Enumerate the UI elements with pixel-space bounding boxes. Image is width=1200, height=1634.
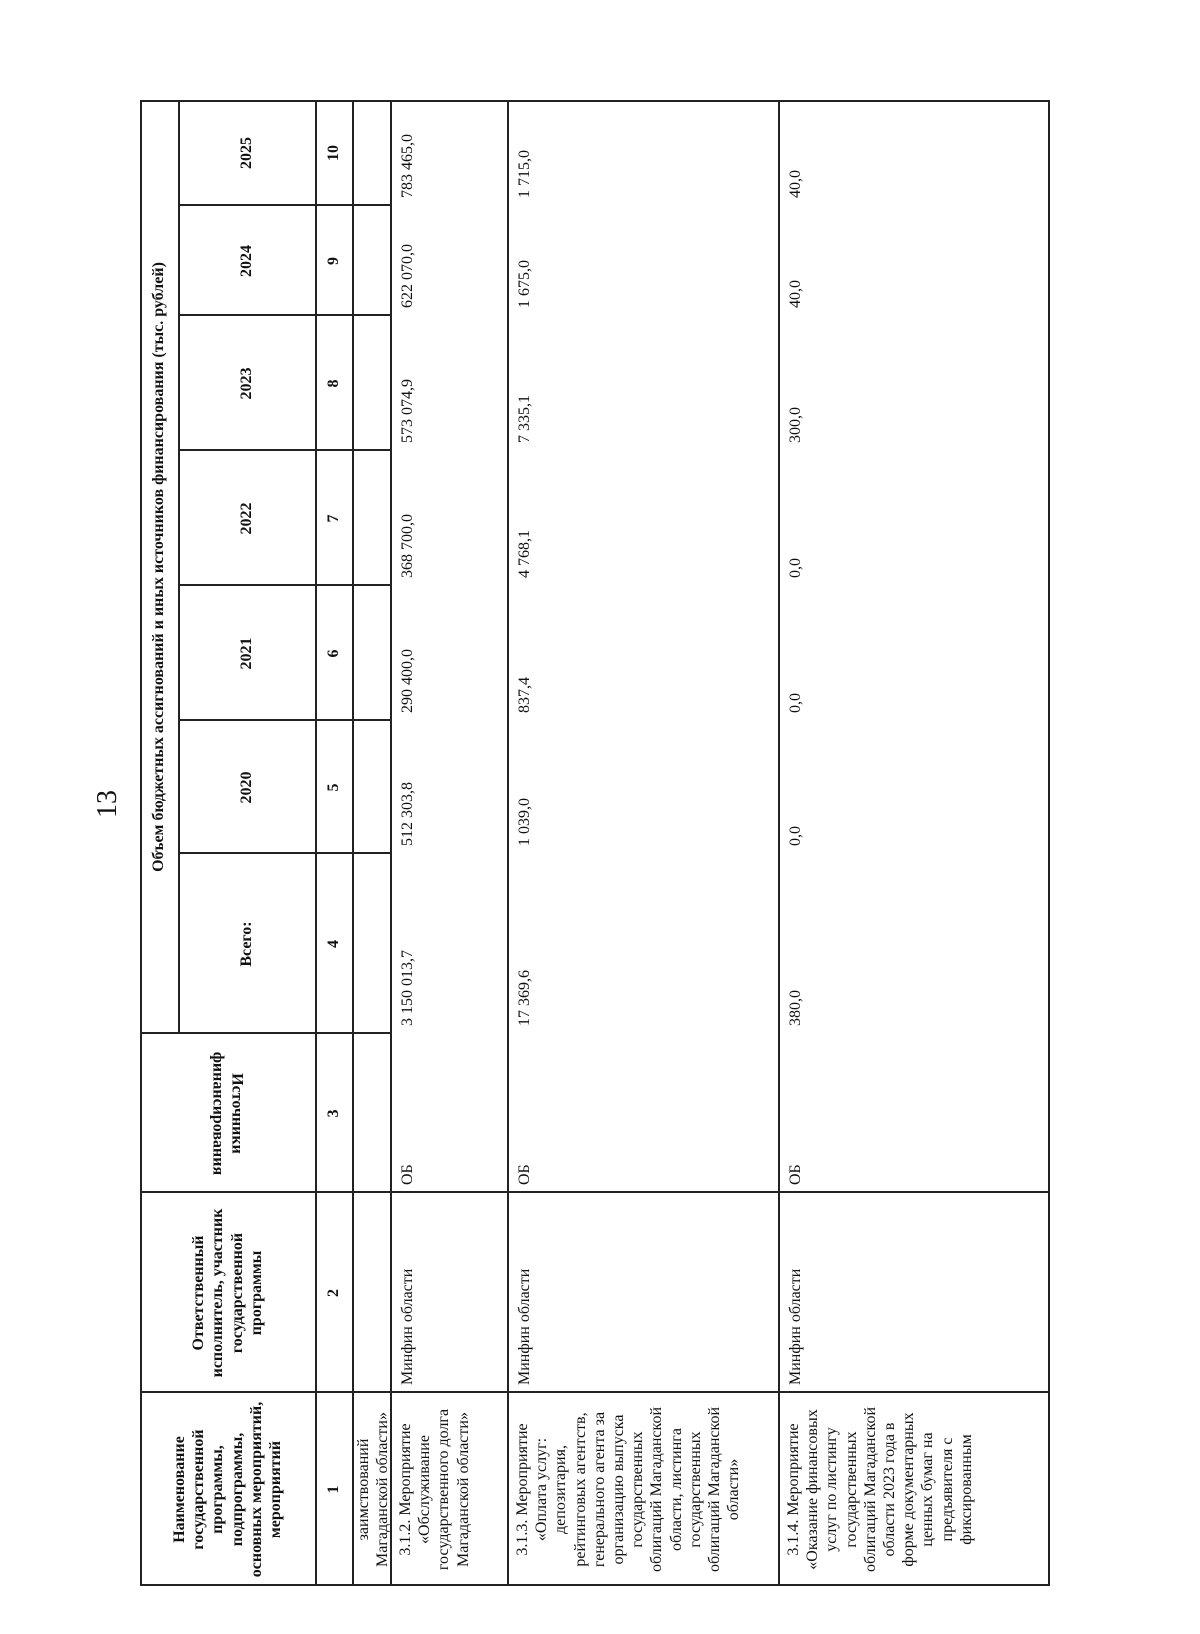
col-number-10: 10: [324, 145, 342, 161]
header-year-2024: 2024: [237, 245, 255, 277]
row-2-2020: 1 039,0: [516, 798, 533, 846]
row-3-2022: 0,0: [787, 558, 804, 578]
col-number-6: 6: [324, 649, 342, 658]
row-2-executor: Минфин области: [516, 1268, 533, 1385]
financing-table: [140, 100, 1050, 1586]
header-source-column: [140, 1034, 315, 1193]
col-number-1: 1: [324, 1485, 342, 1494]
col-number-4: 4: [324, 940, 342, 948]
row-1-2020: 512 303,8: [399, 782, 416, 846]
row-3-2023: 300,0: [787, 407, 804, 443]
col-number-2: 2: [324, 1289, 342, 1297]
header-year-2022: 2022: [237, 502, 255, 535]
row-0-name: заимствований Магаданской области»: [355, 1412, 392, 1567]
row-1-source: ОБ: [399, 1164, 416, 1185]
header-name-column: Наименование государственной программы, подпрограммы, основных мероприятий, мероприятий: [170, 1401, 284, 1578]
row-2-2022: 4 768,1: [516, 530, 533, 578]
row-1-total: 3 150 013,7: [399, 950, 416, 1026]
row-1-executor: Минфин области: [399, 1268, 416, 1385]
row-1-2023: 573 074,9: [399, 379, 416, 443]
row-2-2025: 1 715,0: [516, 150, 533, 198]
header-executor-column: Ответственный исполнитель, участник государственной программы: [190, 1208, 265, 1378]
header-year-2020: 2020: [237, 771, 255, 804]
row-2-2021: 837,4: [516, 677, 533, 713]
row-2-source: ОБ: [516, 1164, 533, 1185]
row-1-2024: 622 070,0: [399, 244, 416, 308]
row-2-2023: 7 335,1: [516, 395, 533, 443]
row-3-total: 380,0: [787, 990, 804, 1026]
row-3-2021: 0,0: [787, 693, 804, 713]
row-1-name: 3.1.2. Мероприятие «Обслуживание государственного долга Магаданской области»: [397, 1408, 472, 1571]
row-1-2022: 368 700,0: [399, 514, 416, 578]
row-1-2025: 783 465,0: [399, 134, 416, 198]
header-year-2023: 2023: [237, 367, 255, 400]
header-year-2025: 2025: [237, 137, 255, 169]
row-3-2020: 0,0: [787, 826, 804, 846]
header-year-total: Всего:: [237, 921, 255, 967]
row-2-name: 3.1.3. Мероприятие «Оплата услуг: депозитария, рейтинговых агентств, генерального агента за организацию выпуска государственных облигаций Магаданской области, листинга государственных облигаций Магаданской области»: [514, 1406, 743, 1573]
col-number-7: 7: [324, 514, 342, 523]
row-3-name: 3.1.4. Мероприятие «Оказание финансовых услуг по листингу государственных облигаций Магаданской области 2023 года в форме документарных ценных бумаг на предъявителя с фиксированным: [785, 1406, 975, 1573]
row-3-2025: 40,0: [787, 170, 804, 198]
col-number-5: 5: [324, 783, 342, 792]
row-2-total: 17 369,6: [516, 970, 533, 1026]
row-3-source: ОБ: [787, 1164, 804, 1185]
row-1-2021: 290 400,0: [399, 649, 416, 713]
header-financing-span: Объем бюджетных ассигнований и иных источников финансирования (тыс. рублей): [150, 262, 168, 872]
row-3-executor: Минфин области: [787, 1268, 804, 1385]
header-source-label: Источники финансирования: [209, 1051, 246, 1176]
row-2-2024: 1 675,0: [516, 260, 533, 308]
page-number: 13: [92, 790, 123, 818]
row-3-2024: 40,0: [787, 280, 804, 308]
col-number-9: 9: [324, 257, 342, 265]
header-year-2021: 2021: [237, 637, 255, 670]
col-number-3: 3: [324, 1109, 342, 1118]
col-number-8: 8: [324, 379, 342, 388]
